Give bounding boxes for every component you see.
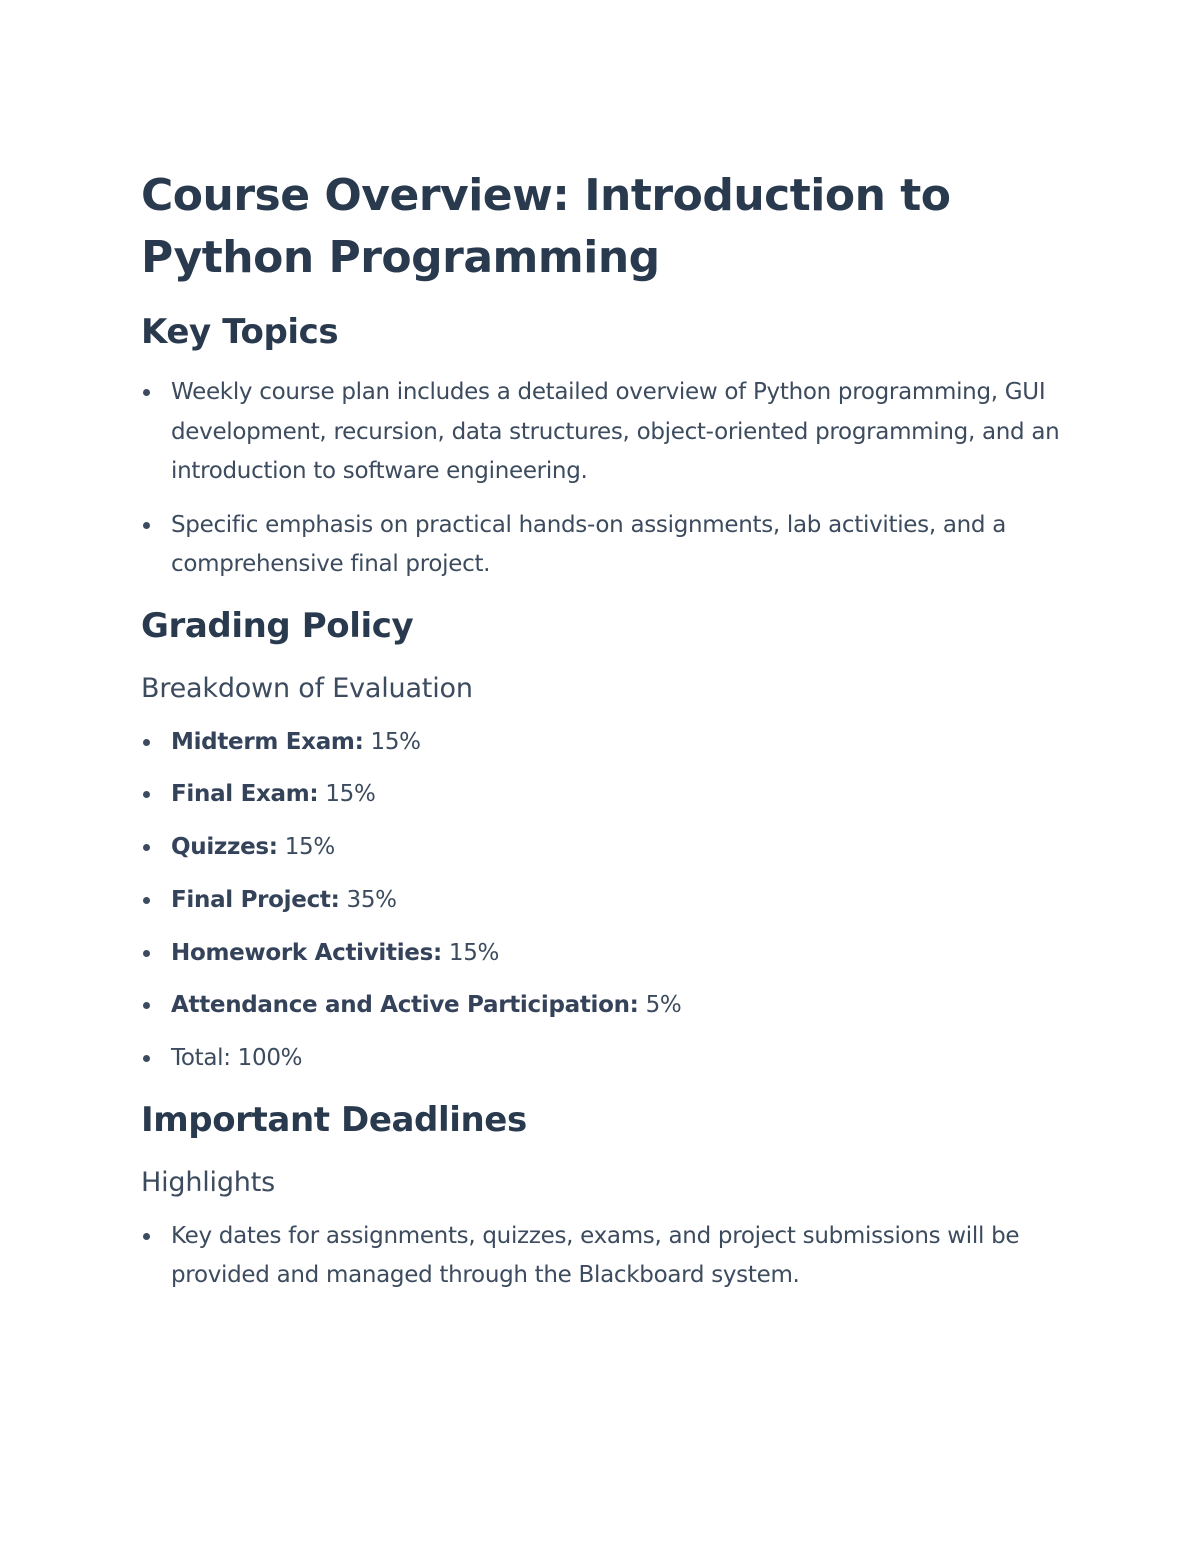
grade-value: 15% xyxy=(370,728,421,755)
breakdown-subheading: Breakdown of Evaluation xyxy=(141,672,473,704)
grade-label: Final Exam: xyxy=(171,781,319,808)
grade-label: Attendance and Active Participation: xyxy=(171,992,639,1019)
bullet-icon xyxy=(143,1055,150,1062)
document-page xyxy=(141,165,1061,1296)
bullet-icon xyxy=(143,791,150,798)
important-deadlines-heading: Important Deadlines xyxy=(141,1099,527,1140)
grade-item-quizzes xyxy=(141,828,1061,868)
highlights-subheading: Highlights xyxy=(141,1166,275,1198)
grade-item-final-project xyxy=(141,881,1061,921)
grade-label: Quizzes: xyxy=(171,834,278,861)
grade-item-total xyxy=(141,1039,1061,1079)
key-topics-list xyxy=(141,373,1061,585)
bullet-icon xyxy=(143,1002,150,1009)
bullet-icon xyxy=(143,1233,150,1240)
bullet-icon xyxy=(143,950,150,957)
bullet-icon xyxy=(143,522,150,529)
bullet-icon xyxy=(143,739,150,746)
grade-value: 5% xyxy=(645,992,682,1019)
list-item: Specific emphasis on practical hands-on assignments, lab activities, and a comprehensive final project. xyxy=(141,506,1061,585)
grading-breakdown-list xyxy=(141,723,1061,1079)
grade-label: Midterm Exam: xyxy=(171,728,364,755)
grading-policy-heading: Grading Policy xyxy=(141,605,414,646)
list-item: Weekly course plan includes a detailed overview of Python programming, GUI development, recursion, data structures, object-oriented programming, and an introduction to software engineering. xyxy=(141,373,1061,492)
bullet-icon xyxy=(143,844,150,851)
grade-item-homework xyxy=(141,934,1061,974)
deadlines-list xyxy=(141,1217,1061,1296)
list-item: Key dates for assignments, quizzes, exams, and project submissions will be provided and managed through the Blackboard system. xyxy=(141,1217,1061,1296)
grade-value: 35% xyxy=(346,886,397,913)
grade-item-final-exam xyxy=(141,775,1061,815)
grade-value: 15% xyxy=(284,834,335,861)
bullet-icon xyxy=(143,897,150,904)
grade-label: Final Project: xyxy=(171,886,340,913)
grade-total: Total: 100% xyxy=(171,1045,303,1072)
bullet-icon xyxy=(143,389,150,396)
grade-value: 15% xyxy=(325,781,376,808)
grade-item-attendance xyxy=(141,986,1061,1026)
grade-item-midterm xyxy=(141,723,1061,763)
grade-label: Homework Activities: xyxy=(171,939,442,966)
page-title: Course Overview: Introduction to Python Programming xyxy=(141,170,951,283)
key-topics-heading: Key Topics xyxy=(141,312,339,352)
grade-value: 15% xyxy=(448,939,500,966)
